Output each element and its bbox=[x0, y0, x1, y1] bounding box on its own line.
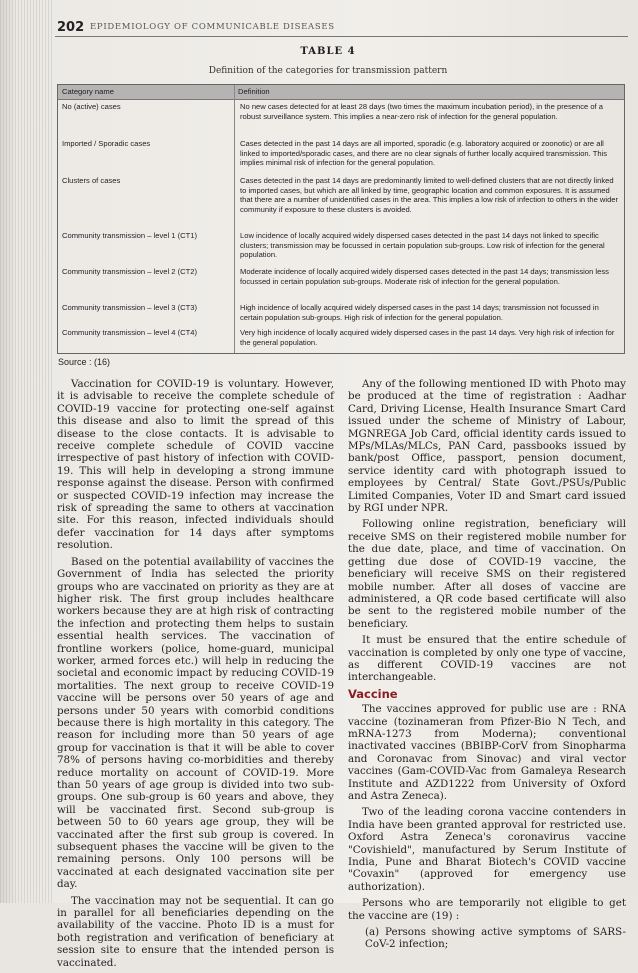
table-source: Source : (16) bbox=[58, 357, 111, 367]
running-head: EPIDEMIOLOGY OF COMMUNICABLE DISEASES bbox=[90, 22, 335, 32]
section-heading: Vaccine bbox=[348, 686, 398, 701]
header-rule bbox=[55, 36, 628, 37]
page-header bbox=[57, 20, 628, 40]
row-category: Community transmission – level 3 (CT3) bbox=[62, 303, 198, 312]
page-gutter bbox=[0, 0, 54, 903]
paragraph: Based on the potential availability of vaccines the Government of India has selected the priority groups who are vaccinated on priority as they are at higher risk. The first group includes healthcare workers because they are at high risk of contracting the infection and protecting them helps to sustain essential health services. The vaccination of frontline workers (police, home-guard, municipal worker, armed forces etc.) will help in reducing the societal and economic impact by reducing COVID-19 mortalities. The next group to receive COVID-19 vaccine will be persons over 50 years of age and persons under 50 years with comorbid conditions because there is high mortality in this category. The reason for including more than 50 years of age group for vaccination is that it will be able to cover 78% of persons having co-morbidities and thereby reduce mortality on account of COVID-19. More than 50 years of age group is divided into two sub-groups. One sub-group is 60 years and above, they will be vaccinated first. Second sub-group is between 50 to 60 years age group, they will be vaccinated after the first sub group is covered. In subsequent phases the vaccine will be given to the remaining persons. Only 100 persons will be vaccinated at each designated vaccination site per day. bbox=[57, 555, 334, 891]
column-divider bbox=[234, 85, 235, 353]
table-header-row bbox=[58, 85, 624, 100]
row-definition: No new cases detected for at least 28 days (two times the maximum incubation period), in the presence of a robust surveillance system. This implies a near-zero risk of infection for the general population. bbox=[240, 102, 603, 121]
row-definition: Very high incidence of locally acquired widely dispersed cases in the past 14 days. Very high risk of infection for the general population. bbox=[240, 328, 615, 347]
right-column bbox=[348, 378, 626, 955]
row-definition: Cases detected in the past 14 days are all imported, sporadic (e.g. laboratory acquired or zoonotic) or are all linked to imported/sporadic cases, and there are no clear signals of further locally acquired transmission. This implies minimal risk of infection for the general population. bbox=[240, 139, 608, 167]
row-category: Community transmission – level 4 (CT4) bbox=[62, 328, 198, 337]
paragraph: Vaccination for COVID-19 is voluntary. However, it is advisable to receive the complete schedule of COVID-19 vaccine for protecting one-self against this disease and also to limit the spread of this disease to the close contacts. It is advisable to receive complete schedule of COVID vaccine irrespective of past history of infection with COVID-19. This will help in developing a strong immune response against the disease. Person with confirmed or suspected COVID-19 infection may increase the risk of spreading the same to others at vaccination site. For this reason, infected individuals should defer vaccination for 14 days after symptoms resolution. bbox=[57, 378, 334, 552]
paragraph: Following online registration, beneficiary will receive SMS on their registered mobile number for the due date, place, and time of vaccination. On getting due dose of COVID-19 vaccine, the beneficiary will receive SMS on their registered mobile number. After all doses of vaccine are administered, a QR code based certificate will also be sent to the registered mobile number of the beneficiary. bbox=[348, 518, 626, 630]
paragraph: The vaccination may not be sequential. It can go in parallel for all beneficiaries depending on the availability of the vaccine. Photo ID is a must for both registration and verification of beneficiary at session site to ensure that the intended person is vaccinated. bbox=[57, 894, 334, 969]
column-header-definition: Definition bbox=[238, 87, 270, 96]
row-category: Community transmission – level 2 (CT2) bbox=[62, 267, 198, 276]
row-definition: Moderate incidence of locally acquired widely dispersed cases detected in the past 14 days; transmission less focussed in certain population sub-groups. Moderate risk of infection for the general population. bbox=[240, 267, 609, 286]
paragraph: Any of the following mentioned ID with Photo may be produced at the time of registration : Aadhar Card, Driving License, Health Insurance Smart Card issued under the scheme of Ministry of Labour, MGNREGA Job Card, official identity cards issued to MPs/MLAs/MLCs, PAN Card, passbooks issued by bank/post Office, passport, pension document, service identity card with photograph issued to employees by Central/ State Govt./PSUs/Public Limited Companies, Voter ID and Smart card issued by RGI under NPR. bbox=[348, 378, 626, 515]
row-definition: High incidence of locally acquired widely dispersed cases in the past 14 days; transmission not focussed in certain population sub-groups. High risk of infection for the general population. bbox=[240, 303, 599, 322]
table-label: TABLE 4 bbox=[300, 46, 356, 57]
row-category: Imported / Sporadic cases bbox=[62, 139, 151, 148]
list-item: (a) Persons showing active symptoms of SARS-CoV-2 infection; bbox=[365, 926, 626, 951]
row-category: Community transmission – level 1 (CT1) bbox=[62, 231, 198, 240]
paragraph: Two of the leading corona vaccine contenders in India have been granted approval for restricted use. Oxford Astra Zeneca's coronavirus vaccine "Covishield", manufactured by Serum Institute of India, Pune and Bharat Biotech's COVID vaccine "Covaxin" (approved for emergency use authorization). bbox=[348, 806, 626, 893]
page-number: 202 bbox=[57, 20, 85, 35]
table-caption: Definition of the categories for transmission pattern bbox=[208, 66, 448, 76]
column-header-category: Category name bbox=[62, 87, 114, 96]
paragraph: Persons who are temporarily not eligible to get the vaccine are (19) : bbox=[348, 897, 626, 922]
row-definition: Cases detected in the past 14 days are predominantly limited to well-defined clusters that are not directly linked to imported cases, but which are all linked by time, geographic location and common exposures. It is assumed that there are a number of unidentified cases in the area. This implies a low risk of infection to others in the wider community if exposure to these clusters is avoided. bbox=[240, 176, 619, 214]
row-category: Clusters of cases bbox=[62, 176, 121, 185]
row-definition: Low incidence of locally acquired widely dispersed cases detected in the past 14 days not linked to specific clusters; transmission may be focussed in certain population sub-groups. Low risk of infection for the general population. bbox=[240, 231, 605, 259]
left-column bbox=[57, 378, 334, 973]
paragraph: It must be ensured that the entire schedule of vaccination is completed by only one type of vaccine, as different COVID-19 vaccines are not interchangeable. bbox=[348, 634, 626, 684]
row-category: No (active) cases bbox=[62, 102, 121, 111]
transmission-table bbox=[57, 84, 625, 354]
paragraph: The vaccines approved for public use are : RNA vaccine (tozinameran from Pfizer-Bio N Tech, and mRNA-1273 from Moderna); conventional inactivated vaccines (BBIBP-CorV from Sinopharma and Coronavac from Sinovac) and viral vector vaccines (Gam-COVID-Vac from Gamaleya Research Institute and AZD1222 from University of Oxford and Astra Zeneca). bbox=[348, 703, 626, 802]
